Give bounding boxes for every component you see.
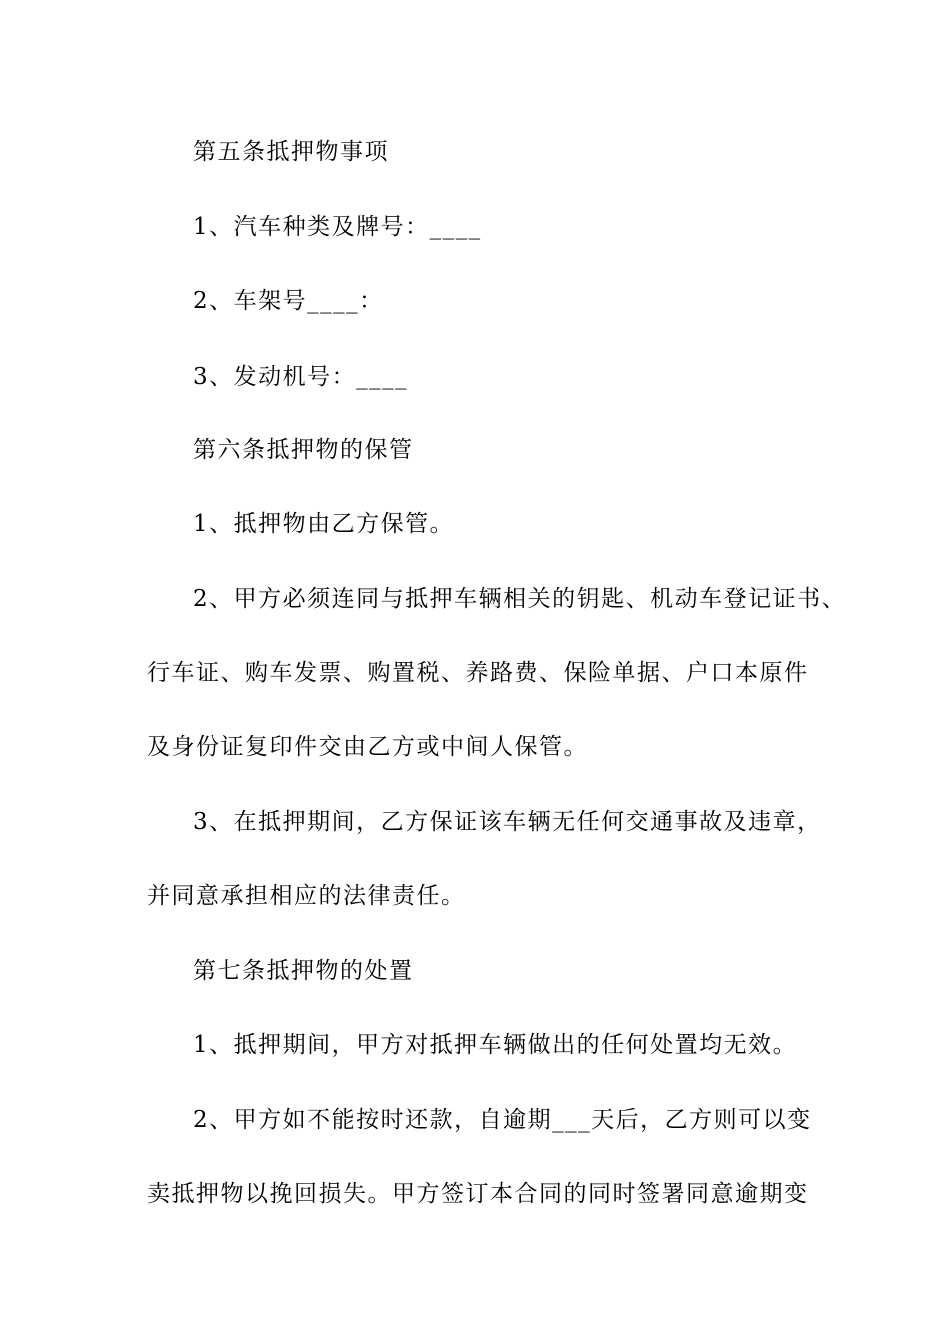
paragraph-line: 及身份证复印件交由乙方或中间人保管。 <box>147 734 588 760</box>
paragraph-line: 3、在抵押期间，乙方保证该车辆无任何交通事故及违章， <box>193 809 822 835</box>
paragraph-line: 1、抵押期间，甲方对抵押车辆做出的任何处置均无效。 <box>193 1032 798 1058</box>
paragraph-line: 1、汽车种类及牌号：____ <box>193 214 482 240</box>
paragraph-line: 2、甲方必须连同与抵押车辆相关的钥匙、机动车登记证书、 <box>193 586 847 612</box>
paragraph-line: 1、抵押物由乙方保管。 <box>193 511 455 537</box>
paragraph-line: 卖抵押物以挽回损失。甲方签订本合同的同时签署同意逾期变 <box>147 1181 809 1207</box>
paragraph-line: 3、发动机号：____ <box>193 364 409 390</box>
paragraph-line: 2、车架号____： <box>193 288 384 314</box>
section-heading-6: 第六条抵押物的保管 <box>193 437 414 463</box>
section-heading-7: 第七条抵押物的处置 <box>193 958 414 984</box>
paragraph-line: 行车证、购车发票、购置税、养路费、保险单据、户口本原件 <box>147 660 809 686</box>
section-heading-5: 第五条抵押物事项 <box>193 139 389 165</box>
paragraph-line: 2、甲方如不能按时还款，自逾期___天后，乙方则可以变 <box>193 1107 812 1133</box>
paragraph-line: 并同意承担相应的法律责任。 <box>147 883 466 909</box>
